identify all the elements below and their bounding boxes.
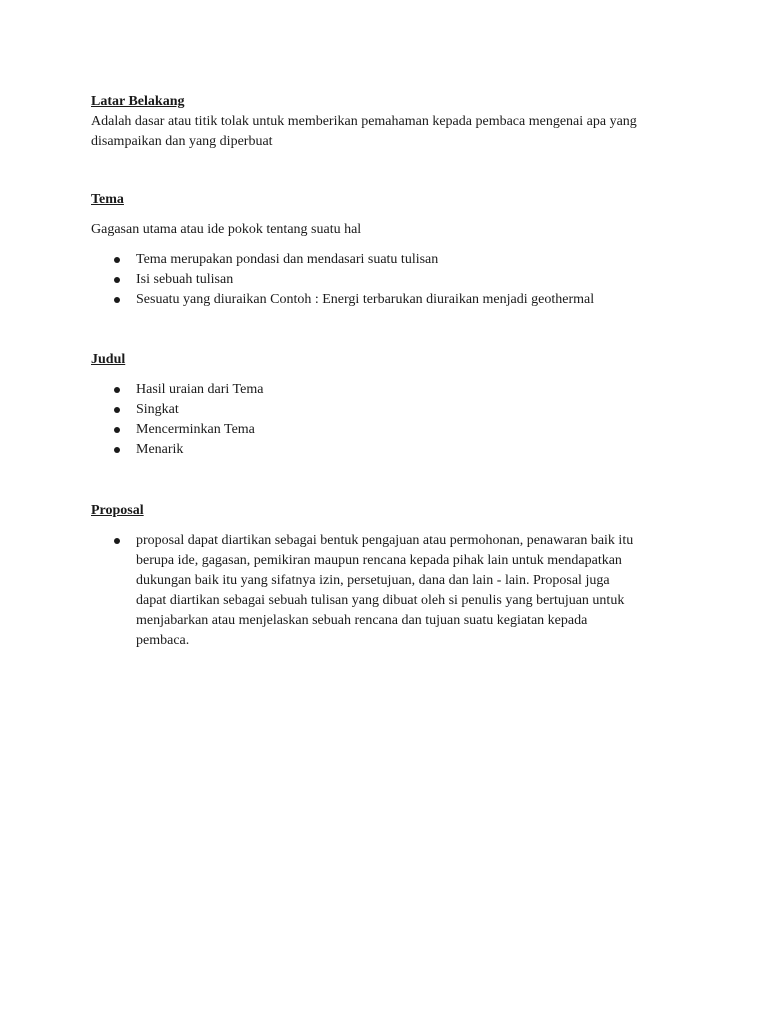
bullet-icon (114, 277, 120, 283)
proposal-line-5: menjabarkan atau menjelaskan sebuah rencana dan tujuan suatu kegiatan kepada (136, 613, 588, 628)
proposal-line-1: proposal dapat diartikan sebagai bentuk pengajuan atau permohonan, penawaran baik itu (136, 533, 634, 548)
latar-line-2: disampaikan dan yang diperbuat (91, 134, 273, 149)
list-item-text: Sesuatu yang diuraikan Contoh : Energi terbarukan diuraikan menjadi geothermal (136, 292, 595, 307)
list-item (91, 270, 691, 290)
section-judul (91, 350, 691, 460)
bullet-icon (114, 407, 120, 413)
heading-tema: Tema (91, 192, 124, 207)
proposal-line-3: dukungan baik itu yang sifatnya izin, persetujuan, dana dan lain - lain. Proposal juga (136, 573, 610, 588)
proposal-line-6: pembaca. (136, 633, 190, 648)
bullet-icon (114, 257, 120, 263)
bullet-icon (114, 297, 120, 303)
section-proposal (91, 501, 691, 651)
list-item (91, 380, 691, 400)
list-item-text: Isi sebuah tulisan (136, 272, 234, 287)
bullet-icon (114, 447, 120, 453)
list-item (91, 531, 646, 651)
list-item (91, 420, 691, 440)
list-item (91, 400, 691, 420)
list-item (91, 440, 691, 460)
bullet-icon (114, 387, 120, 393)
list-item (91, 250, 691, 270)
bullet-icon (114, 427, 120, 433)
tema-list (91, 250, 691, 310)
proposal-list (91, 531, 691, 651)
list-item-text: Hasil uraian dari Tema (136, 382, 264, 397)
heading-judul: Judul (91, 352, 126, 367)
list-item (91, 290, 691, 310)
heading-proposal: Proposal (91, 503, 144, 518)
heading-latar-belakang: Latar Belakang (91, 94, 185, 109)
list-item-text: Menarik (136, 442, 184, 457)
section-latar-belakang (91, 92, 691, 152)
proposal-line-2: berupa ide, gagasan, pemikiran maupun rencana kepada pihak lain untuk mendapatkan (136, 553, 622, 568)
tema-intro: Gagasan utama atau ide pokok tentang suatu hal (91, 222, 362, 237)
bullet-icon (114, 538, 120, 544)
proposal-line-4: dapat diartikan sebagai sebuah tulisan yang dibuat oleh si penulis yang bertujuan untuk (136, 593, 625, 608)
list-item-text: Singkat (136, 402, 179, 417)
list-item-text: Tema merupakan pondasi dan mendasari suatu tulisan (136, 252, 439, 267)
latar-line-1: Adalah dasar atau titik tolak untuk memberikan pemahaman kepada pembaca mengenai apa yang (91, 114, 637, 129)
judul-list (91, 380, 691, 460)
section-tema (91, 190, 691, 310)
list-item-text: Mencerminkan Tema (136, 422, 255, 437)
